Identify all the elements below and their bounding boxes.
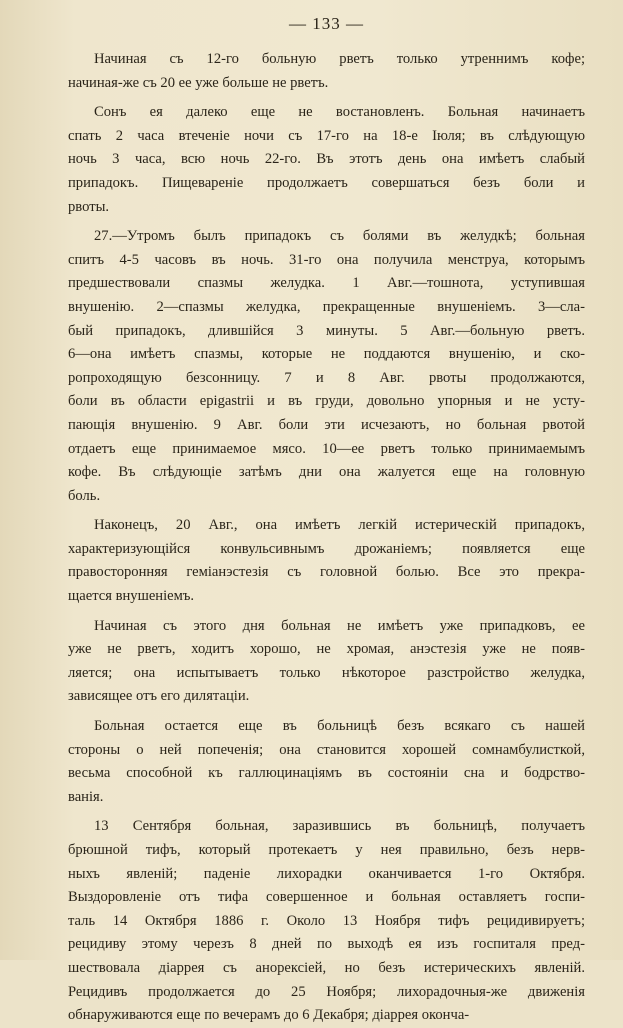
text-line: ныхъ явленій; паденіе лихорадки оканчивается 1-го Октября. [68,865,585,882]
paragraph [68,615,585,709]
text-line: начиная-же съ 20 ее уже больше не рветъ. [68,74,329,91]
paragraph [68,715,585,809]
text-line: Рецидивъ продолжается до 25 Ноября; лихорадочныя-же движенія [68,983,585,1000]
paragraph [68,101,585,219]
text-line: боли въ области epigastrii и въ груди, довольно упорныя и не усту- [68,393,585,410]
text-line: щается внушеніемъ. [68,588,195,605]
text-line: рвоты. [68,198,110,215]
text-line: 6—она имѣетъ спазмы, которые не поддаются внушенію, и ско- [68,346,585,363]
text-line: шествовала діаррея съ анорексіей, но безъ истерическихъ явленій. [68,959,585,976]
text-line: спать 2 часа втеченіе ночи съ 17-го на 18-е Іюля; въ слѣдующую [68,127,585,144]
text-line: ляется; она испытываетъ только нѣкоторое разстройство желудка, [68,664,585,681]
body-text [68,48,585,1028]
text-line: Начиная съ этого дня больная не имѣетъ уже припадковъ, ее [94,617,585,634]
text-line: Сонъ ея далеко еще не востановленъ. Больная начинаетъ [94,104,585,121]
text-line: внушенію. 2—спазмы желудка, прекращенные внушеніемъ. 3—сла- [68,298,585,315]
text-line: 27.—Утромъ былъ припадокъ съ болями въ желудкѣ; больная [94,228,585,245]
text-line: обнаруживаются еще по вечерамъ до 6 Декабря; діаррея оконча- [68,1007,470,1024]
text-line: таль 14 Октября 1886 г. Около 13 Ноября тифъ рецидивируетъ; [68,912,585,929]
text-line: Больная остается еще въ больницѣ безъ всякаго съ нашей [94,718,585,735]
text-line: спитъ 4-5 часовъ въ ночь. 31-го она получила менструа, которымъ [68,251,585,268]
text-line: правосторонняя геміанэстезія съ головной болью. Все это прекра- [68,564,585,581]
text-line: брюшной тифъ, который протекаетъ у нея правильно, безъ нерв- [68,842,585,858]
paragraph [68,48,585,95]
paragraph [68,225,585,508]
text-line: предшествовали спазмы желудка. 1 Авг.—тошнота, уступившая [68,275,585,292]
text-line: ванія. [68,788,104,805]
page-number: — 133 — [289,14,364,33]
text-line: бый припадокъ, длившійся 3 минуты. 5 Авг.—больную рветъ. [68,322,585,339]
text-line: весьма способной къ галлюцинаціямъ въ состояніи сна и бодрство- [68,765,585,782]
text-line: характеризующійся конвульсивнымъ дрожаніемъ; появляется еще [68,540,585,557]
text-line: ропроходящую безсонницу. 7 и 8 Авг. рвоты продолжаются, [68,369,585,386]
text-line: рецидиву этому черезъ 8 дней по выходѣ ея изъ госпиталя пред- [68,936,585,953]
text-line: уже не рветъ, ходитъ хорошо, не хромая, анэстезія уже не появ- [68,641,585,658]
text-line: 13 Сентября больная, заразившись въ больницѣ, получаетъ [94,818,585,835]
text-line: отдаетъ еще принимаемое мясо. 10—ее рветъ только принимаемымъ [68,440,585,457]
text-line: Выздоровленіе отъ тифа совершенное и больная оставляетъ госпи- [68,889,585,906]
text-line: припадокъ. Пищевареніе продолжаетъ совершаться безъ боли и [68,174,585,191]
paragraph [68,815,585,1027]
text-line: Наконецъ, 20 Авг., она имѣетъ легкій истерическій припадокъ, [94,517,585,534]
text-line: боль. [68,487,101,504]
text-line: Начиная съ 12-го больную рветъ только утреннимъ кофе; [94,51,585,67]
text-line: пающія внушенію. 9 Авг. боли эти исчезаютъ, но больная рвотой [68,416,585,433]
text-line: ночь 3 часа, всю ночь 22-го. Въ этотъ день она имѣетъ слабый [68,151,585,168]
text-line: зависящее отъ его дилятаціи. [68,688,250,705]
text-line: стороны о ней попеченія; она становится хорошей сомнамбулисткой, [68,741,585,758]
paragraph [68,514,585,608]
text-line: кофе. Въ слѣдующіе затѣмъ дни она жалуется еще на головную [68,464,585,481]
